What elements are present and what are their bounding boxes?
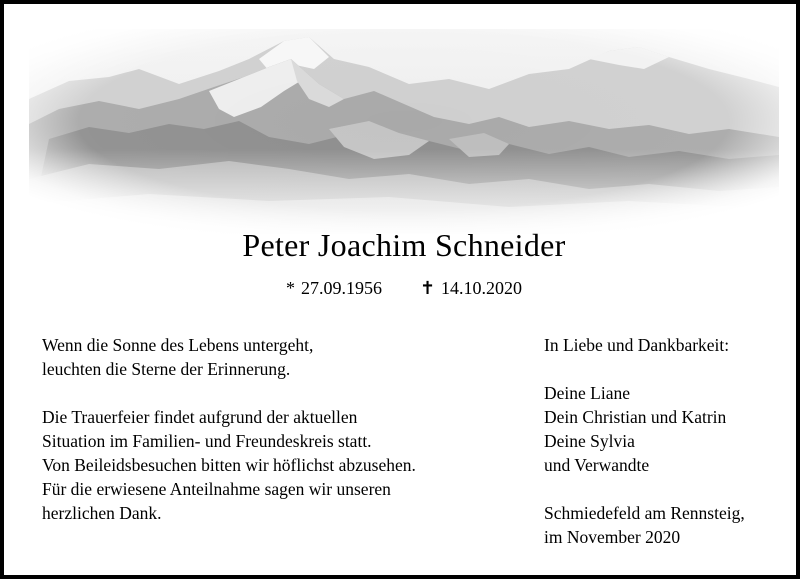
memorial-quote	[42, 333, 512, 381]
mourner-name: Dein Christian und Katrin	[544, 407, 727, 427]
life-dates	[4, 278, 800, 299]
mountain-photo	[29, 29, 779, 234]
notice-line: Von Beileidsbesuchen bitten wir höflichst abzusehen.	[42, 455, 416, 475]
birth-symbol: *	[285, 278, 295, 298]
date-line: im November 2020	[544, 527, 681, 547]
mourner-name: und Verwandte	[544, 455, 650, 475]
notice-line: Für die erwiesene Anteilnahme sagen wir unseren	[42, 479, 391, 499]
notice-line: herzlichen Dank.	[42, 503, 162, 523]
place-and-date	[544, 501, 794, 549]
death-date: 14.10.2020	[441, 278, 523, 298]
quote-line: Wenn die Sonne des Lebens untergeht,	[42, 335, 314, 355]
birth-date: 27.09.1956	[300, 278, 382, 298]
mourner-name: Deine Liane	[544, 383, 630, 403]
mourners-list	[544, 381, 794, 477]
notice-line: Situation im Familien- und Freundeskreis statt.	[42, 431, 372, 451]
funeral-notice	[42, 405, 512, 525]
notice-line: Die Trauerfeier findet aufgrund der aktuellen	[42, 407, 358, 427]
deceased-name: Peter Joachim Schneider	[242, 227, 566, 263]
death-cross-icon: ✝	[419, 278, 436, 298]
mourner-name: Deine Sylvia	[544, 431, 635, 451]
mourners-heading: In Liebe und Dankbarkeit:	[544, 335, 730, 355]
quote-line: leuchten die Sterne der Erinnerung.	[42, 359, 291, 379]
left-column	[42, 333, 512, 525]
right-column	[544, 333, 794, 549]
place-line: Schmiedefeld am Rennsteig,	[544, 503, 745, 523]
